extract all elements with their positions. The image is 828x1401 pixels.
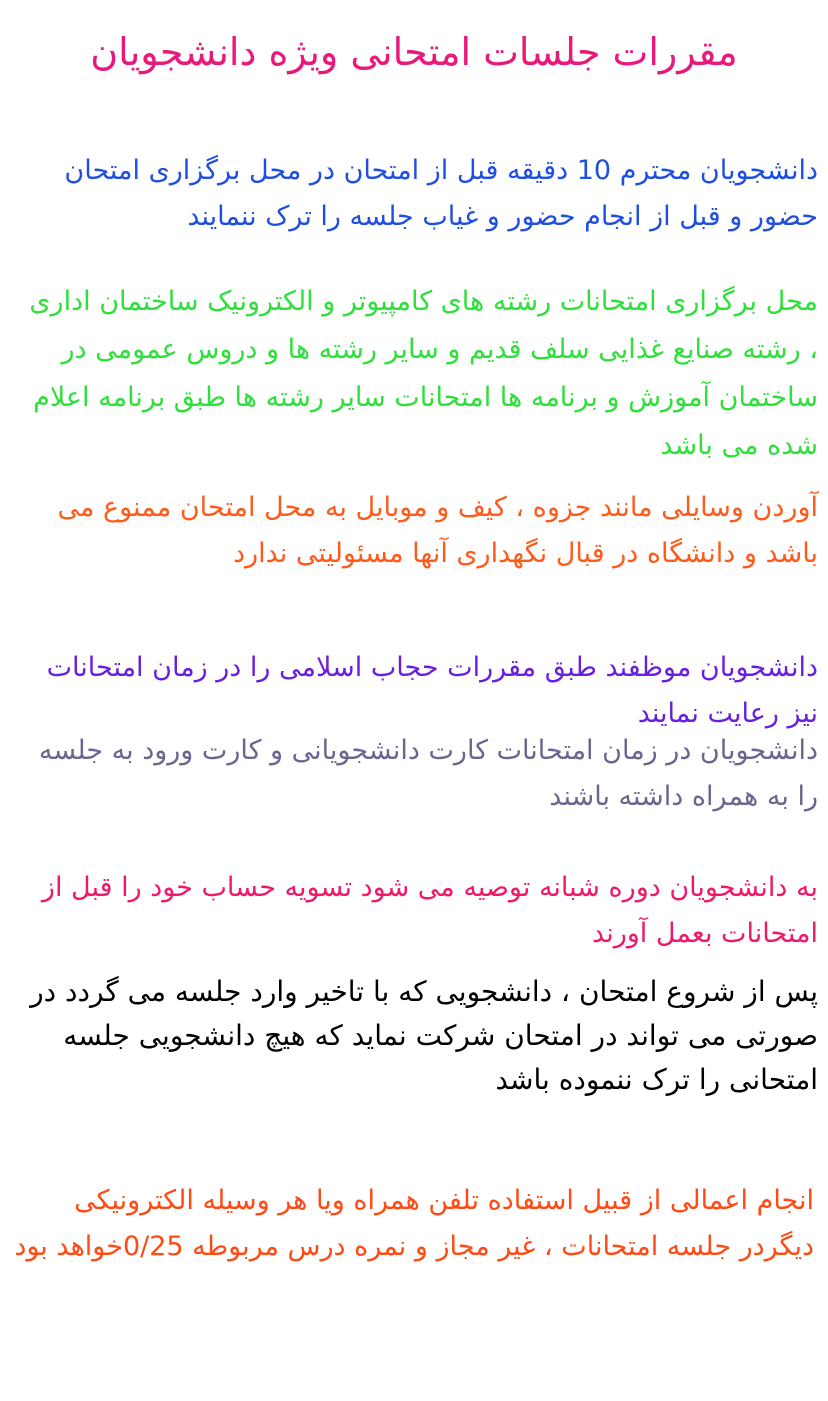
page-title: مقررات جلسات امتحانی ویژه دانشجویان <box>90 30 738 74</box>
rule-attendance: دانشجویان محترم 10 دقیقه قبل از امتحان در محل برگزاری امتحان حضور و قبل از انجام حضور و غیاب جلسه را ترک ننمایند <box>64 155 818 232</box>
rule-late-arrival: پس از شروع امتحان ، دانشجویی که با تاخیر وارد جلسه می گردد در صورتی می تواند در امتحان شرکت نماید که هیچ دانشجویی جلسه امتحانی را ترک ننموده باشد <box>30 975 818 1096</box>
rule-evening-settlement: به دانشجویان دوره شبانه توصیه می شود تسویه حساب خود را قبل از امتحانات بعمل آورند <box>41 872 818 949</box>
rule-electronic-devices: انجام اعمالی از قبیل استفاده تلفن همراه ویا هر وسیله الکترونیکی دیگردر جلسه امتحانات ، غیر مجاز و نمره درس مربوطه 0/25خواهد بود <box>14 1185 814 1262</box>
rule-exam-location: محل برگزاری امتحانات رشته های کامپیوتر و الکترونیک ساختمان اداری ، رشته صنایع غذایی سلف قدیم و سایر رشته ها و دروس عمومی در ساختمان آموزش و برنامه ها امتحانات سایر رشته ها طبق برنامه اعلام شده می باشد <box>29 286 818 461</box>
rule-prohibited-items: آوردن وسایلی مانند جزوه ، کیف و موبایل به محل امتحان ممنوع می باشد و دانشگاه در قبال نگهداری آنها مسئولیتی ندارد <box>57 492 818 569</box>
rule-hijab: دانشجویان موظفند طبق مقررات حجاب اسلامی را در زمان امتحانات نیز رعایت نمایند <box>46 652 818 729</box>
rule-student-card: دانشجویان در زمان امتحانات کارت دانشجویانی و کارت ورود به جلسه را به همراه داشته باشند <box>38 735 818 812</box>
